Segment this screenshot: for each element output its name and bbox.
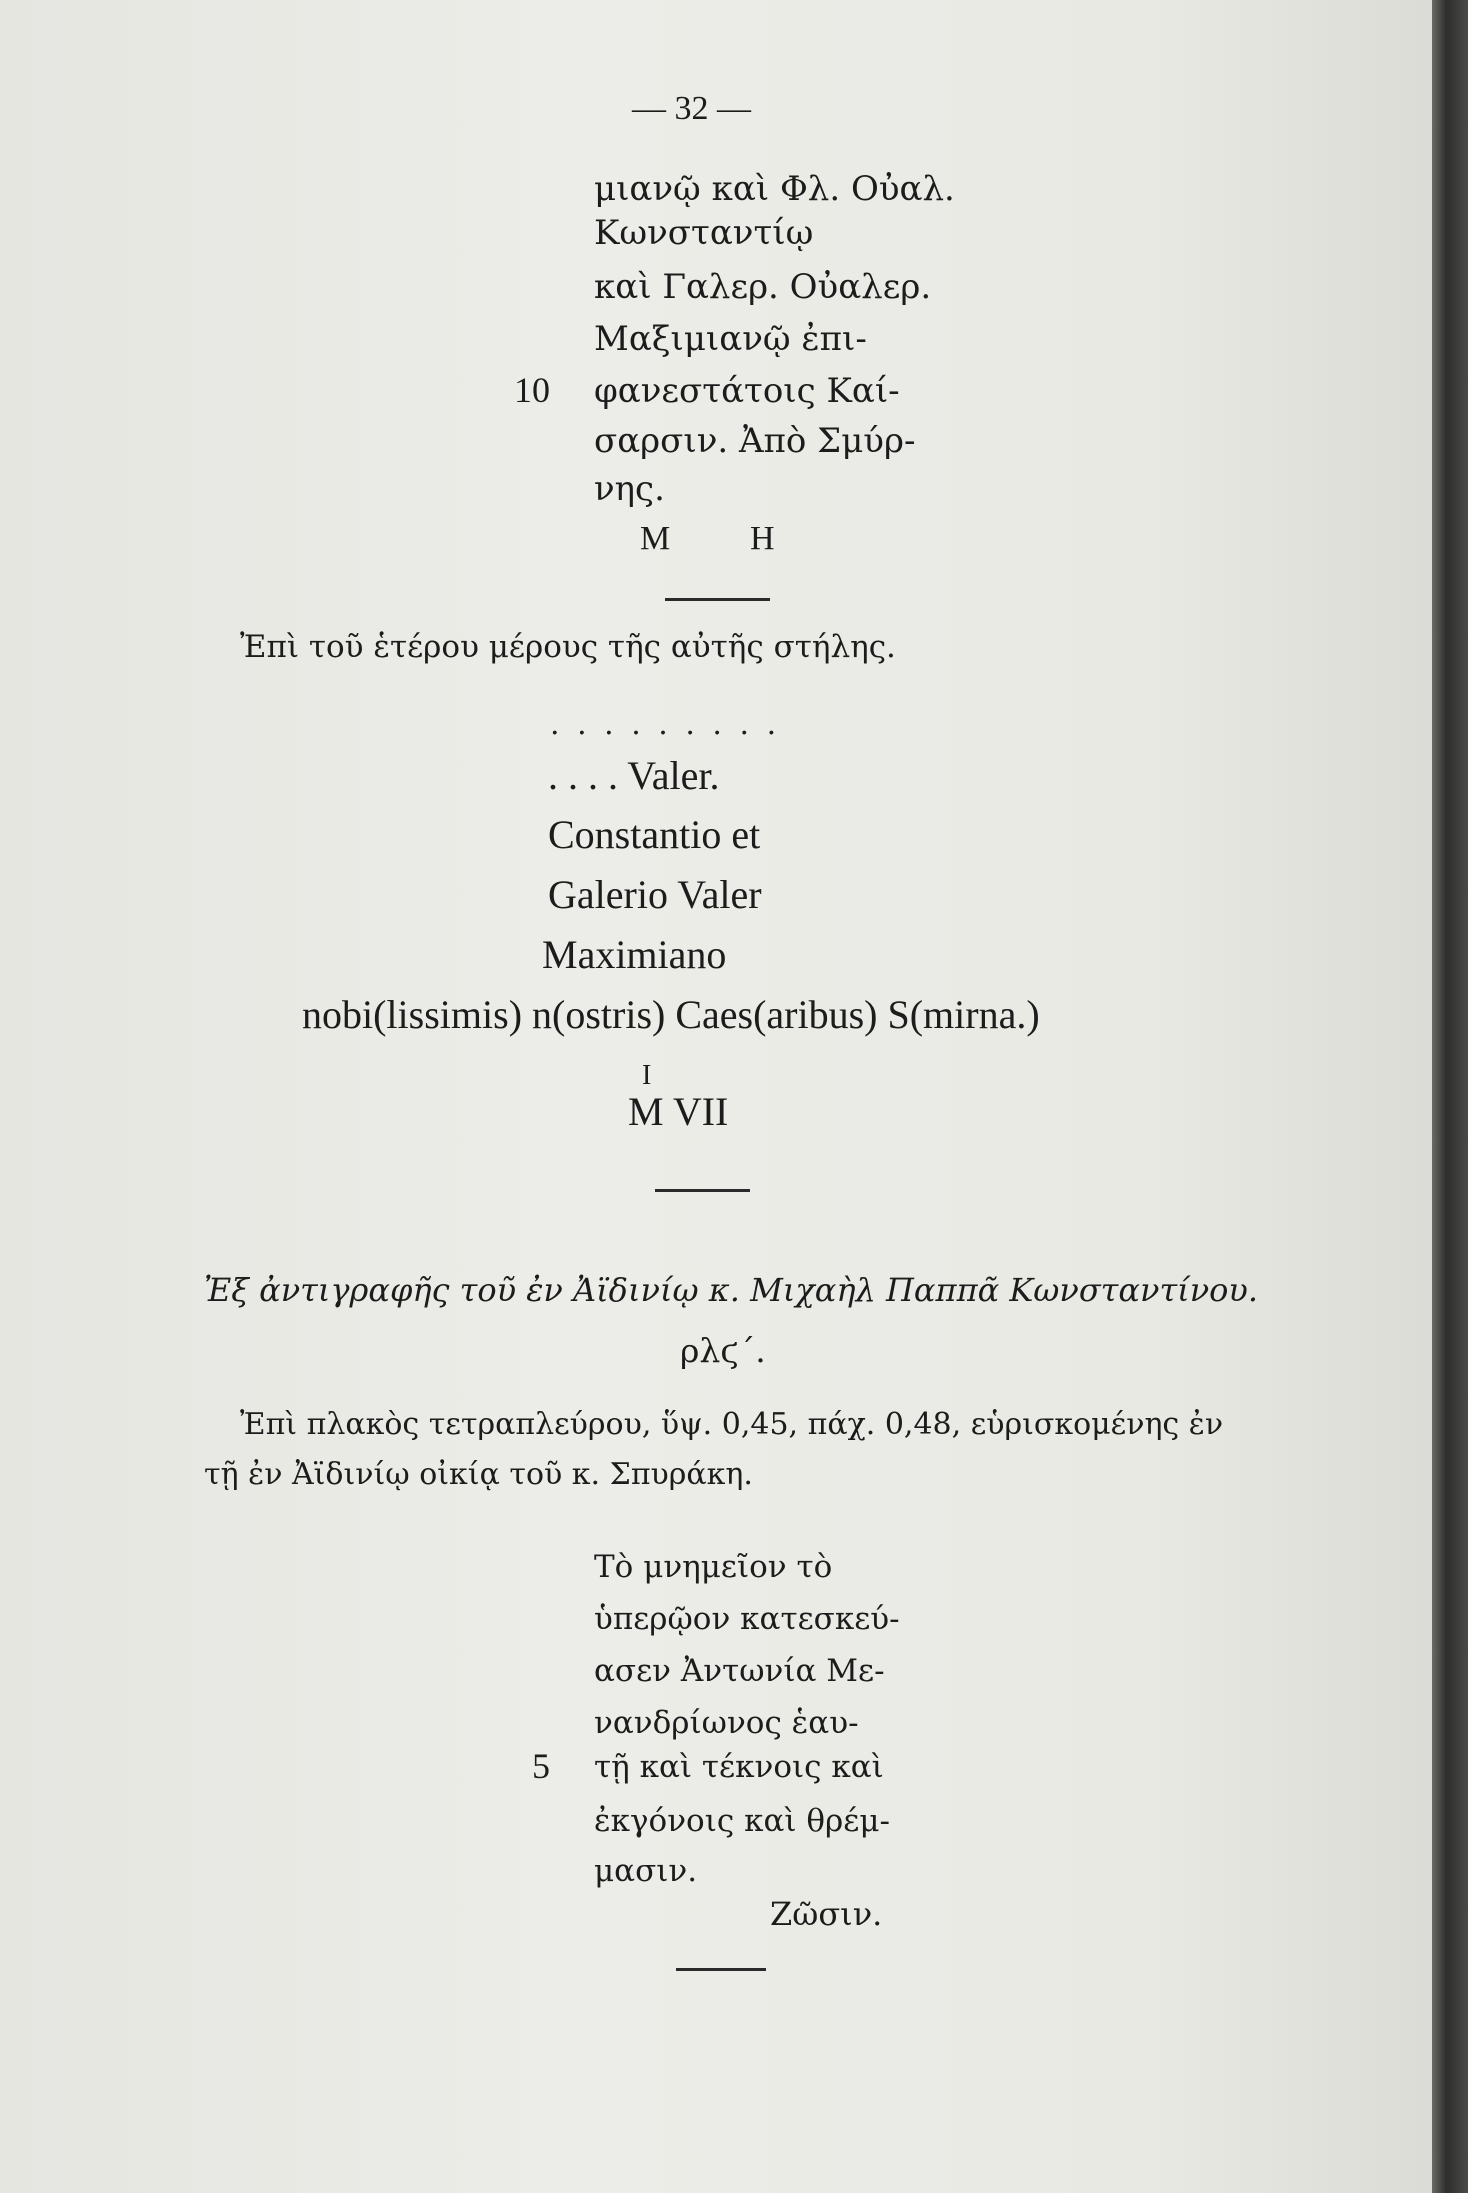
inscription-line: νανδρίωνος ἑαυ- bbox=[594, 1705, 859, 1741]
line-number: 10 bbox=[514, 370, 550, 410]
inscription-line: Τὸ μνημεῖον τὸ bbox=[594, 1549, 833, 1585]
line-number: 5 bbox=[532, 1746, 550, 1786]
inscription-number: ρλϛ΄. bbox=[680, 1331, 766, 1370]
description-line: Ἐπὶ πλακὸς τετραπλεύρου, ὕψ. 0,45, πάχ. 0,48, εὑρισκομένης ἐν bbox=[240, 1407, 1224, 1442]
mile-letter: Η bbox=[750, 520, 775, 557]
inscription-line: ἐκγόνοις καὶ θρέμ- bbox=[594, 1803, 890, 1839]
mile-marker: M VII bbox=[628, 1089, 729, 1134]
inscription-line: μιανῷ καὶ Φλ. Οὐαλ. bbox=[594, 169, 955, 209]
inscription-line: μασιν. bbox=[594, 1853, 698, 1889]
inscription-line: καὶ Γαλερ. Οὐαλερ. bbox=[594, 267, 932, 307]
closing-word: Ζῶσιν. bbox=[770, 1895, 883, 1933]
section-divider bbox=[665, 598, 770, 601]
latin-line: Constantio et bbox=[548, 812, 761, 857]
inscription-line: φανεστάτοις Καί- bbox=[594, 371, 900, 411]
inscription-line: σαρσιν. Ἀπὸ Σμύρ- bbox=[594, 421, 916, 461]
inscription-line: Μαξιμιανῷ ἐπι- bbox=[594, 319, 867, 359]
latin-line: Galerio Valer bbox=[548, 872, 762, 917]
numeral: I bbox=[642, 1060, 652, 1091]
inscription-line: τῇ καὶ τέκνοις καὶ bbox=[594, 1749, 884, 1785]
inscription-line: ασεν Ἀντωνία Με- bbox=[594, 1653, 885, 1689]
book-spine-shadow bbox=[1432, 0, 1468, 2193]
latin-line: . . . . Valer. bbox=[548, 753, 720, 798]
latin-line: nobi(lissimis) n(ostris) Caes(aribus) S(mirna.) bbox=[302, 992, 1040, 1037]
description-line: τῇ ἐν Ἀϊδινίῳ οἰκίᾳ τοῦ κ. Σπυράκη. bbox=[204, 1457, 753, 1492]
other-side-heading: Ἐπὶ τοῦ ἑτέρου μέρους τῆς αὐτῆς στήλης. bbox=[240, 629, 896, 665]
inscription-line: Κωνσταντίῳ bbox=[594, 213, 814, 253]
copy-note: Ἐξ ἀντιγραφῆς τοῦ ἐν Ἀϊδινίῳ κ. Μιχαὴλ Παππᾶ Κωνσταντίνου. bbox=[204, 1271, 1259, 1309]
lacuna-dots: . . . . . . . . . bbox=[550, 707, 781, 742]
mile-letter: Μ bbox=[640, 520, 671, 557]
inscription-line: ὑπερῷον κατεσκεύ- bbox=[594, 1601, 900, 1637]
latin-line: Maximiano bbox=[542, 932, 727, 977]
inscription-line: νης. bbox=[594, 469, 665, 509]
section-divider bbox=[655, 1189, 750, 1192]
page-number: — 32 — bbox=[632, 90, 751, 127]
section-divider bbox=[676, 1968, 766, 1971]
